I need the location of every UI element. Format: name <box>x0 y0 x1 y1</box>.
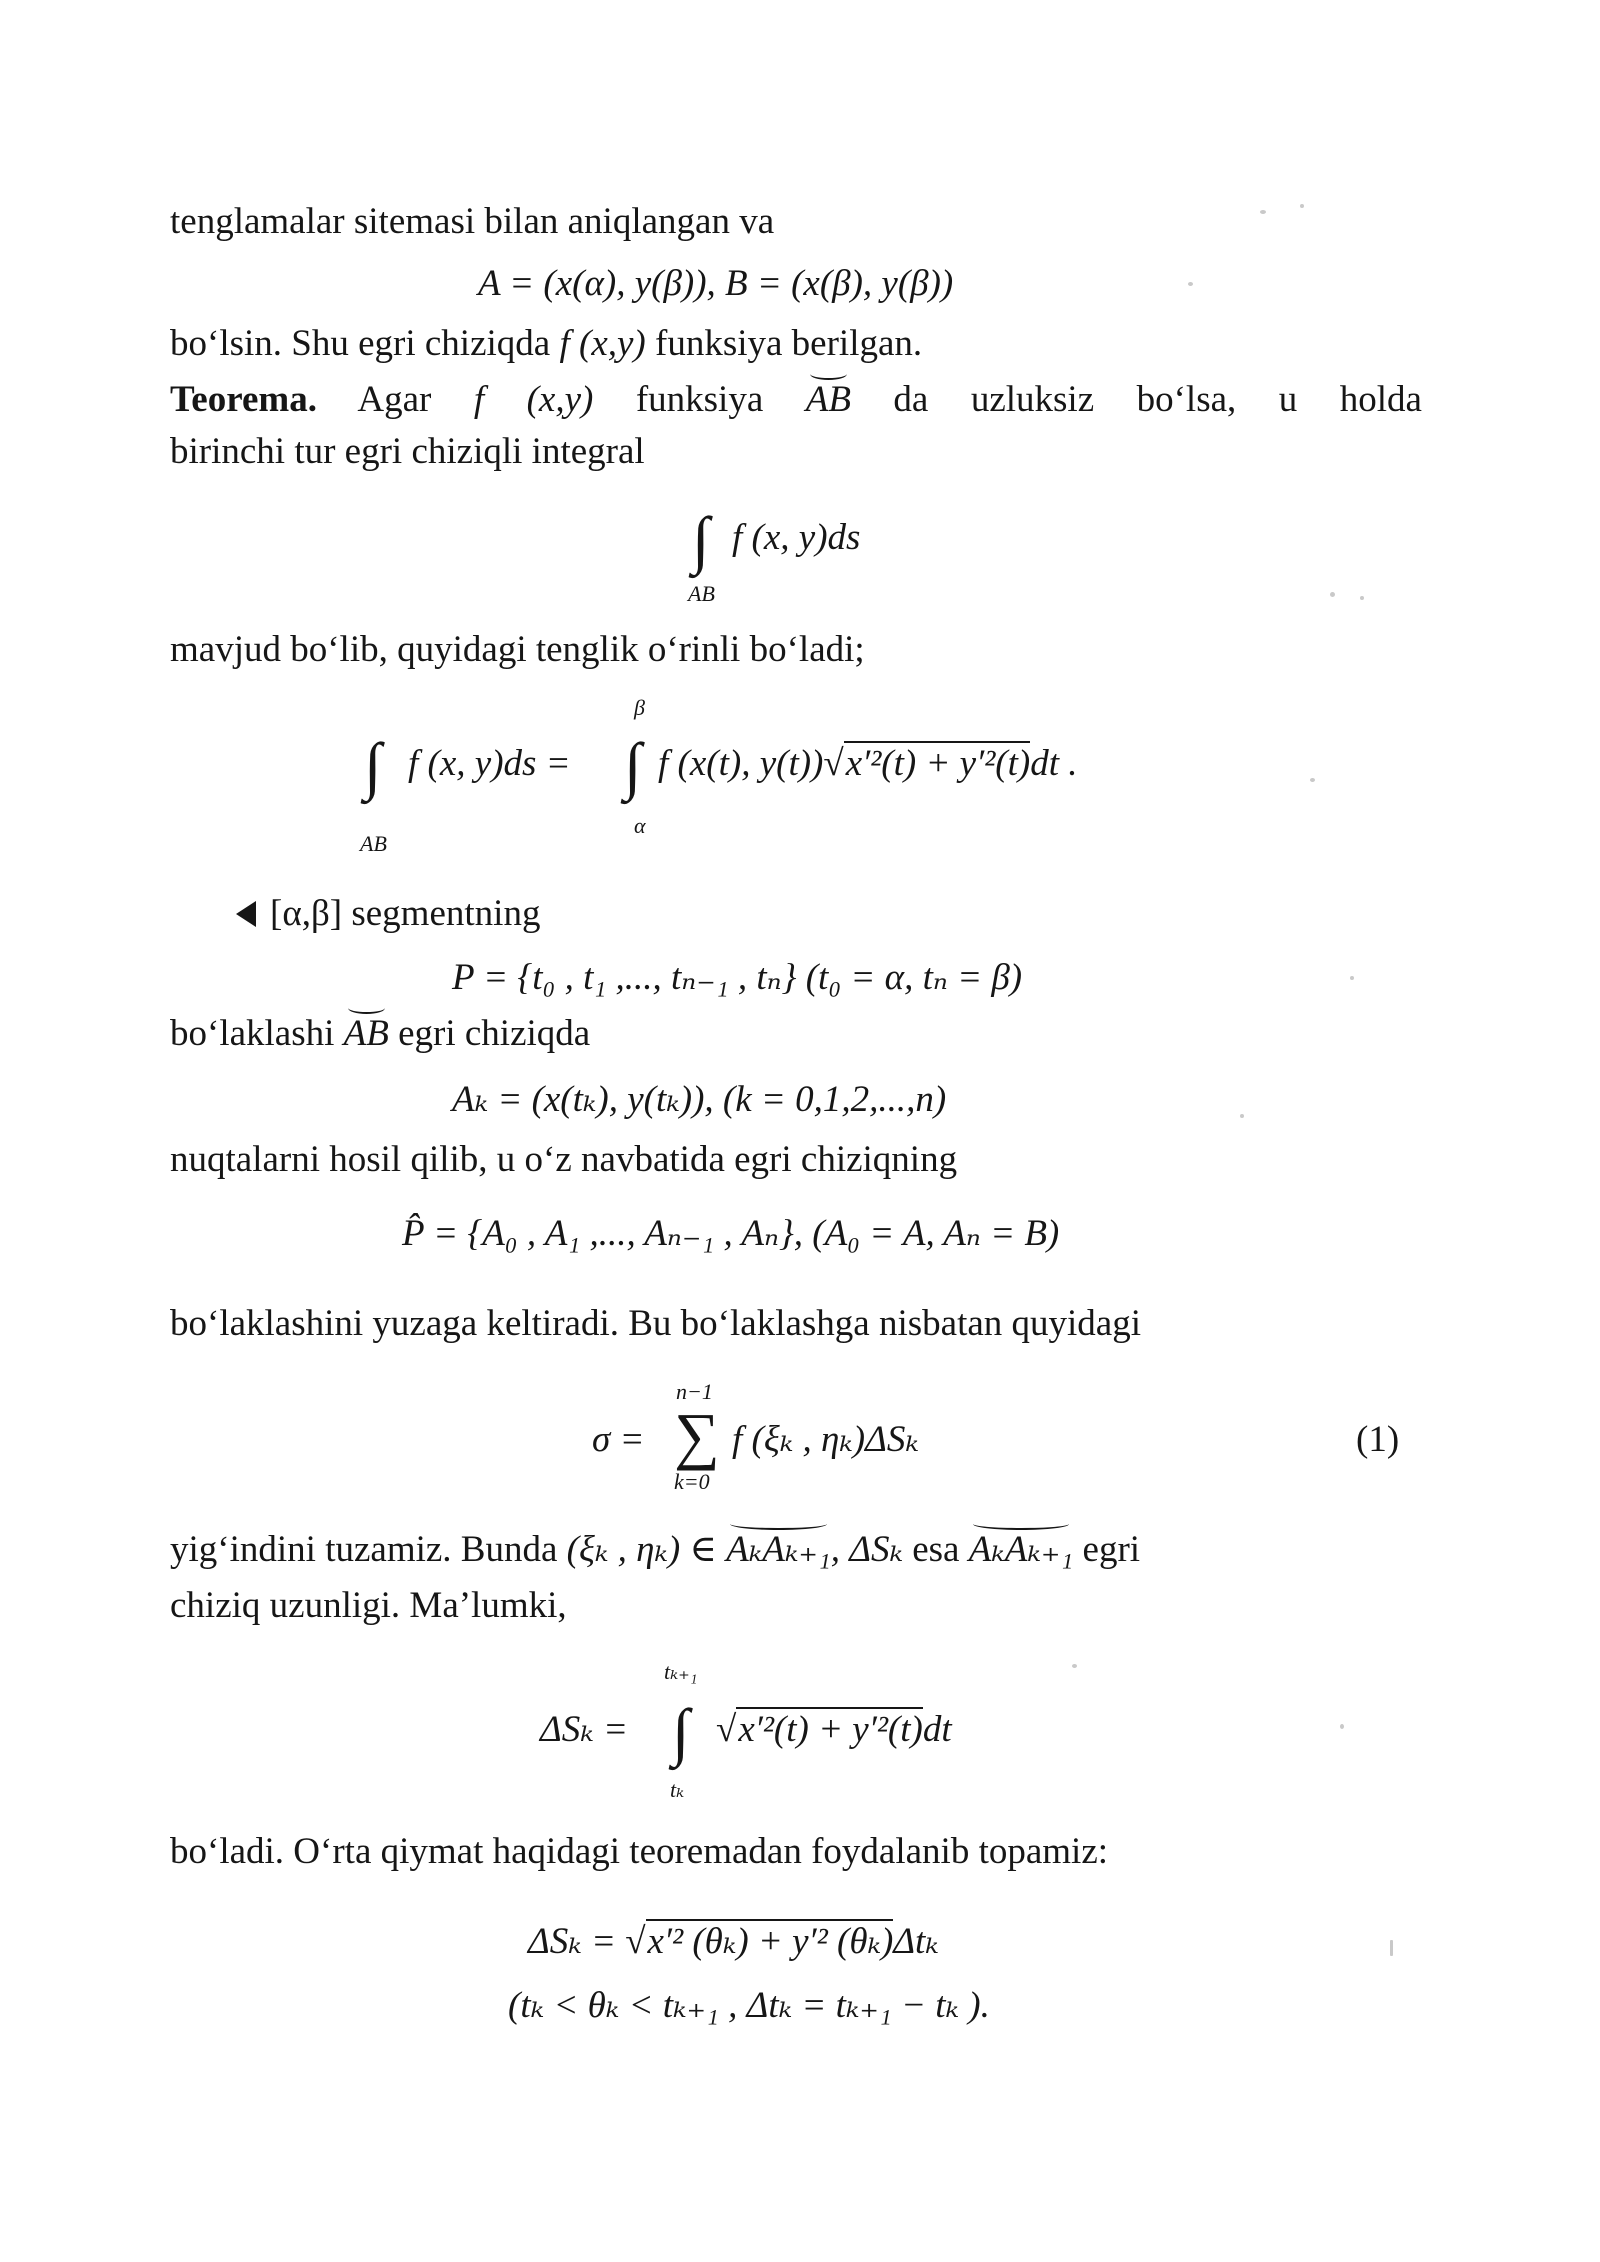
integral-sign-lhs: ∫ <box>364 730 382 801</box>
text-exists-line: mavjud bo‘lib, quyidagi tenglik o‘rinli bo‘ladi; <box>170 629 865 670</box>
main-lower-limit: α <box>634 813 646 838</box>
scan-speck <box>1188 282 1193 286</box>
integral-integrand: f (x, y)ds <box>732 517 861 558</box>
arc-AB: AB <box>805 379 851 420</box>
equation-A-B: A = (x(α), y(β)), B = (x(β), y(β)) <box>478 263 954 304</box>
scan-speck <box>1340 1724 1344 1729</box>
scan-speck <box>1072 1664 1077 1668</box>
integral-sign: ∫ <box>692 504 710 575</box>
scan-speck <box>1300 204 1304 208</box>
dS-integral-sign: ∫ <box>672 1696 690 1767</box>
dS-lhs: ΔSₖ = <box>540 1709 628 1750</box>
points-line: nuqtalarni hosil qilib, u o‘z navbatida egri chiziqning <box>170 1139 958 1180</box>
partition-P: P = {t₀ , t₁ ,..., tₙ₋₁ , tₙ} (t₀ = α, tₙ = β) <box>452 957 1023 998</box>
dS-lower: tₖ <box>670 1777 685 1802</box>
integral-sign-rhs: ∫ <box>624 730 642 801</box>
mean-value-condition: (tₖ < θₖ < tₖ₊₁ , Δtₖ = tₖ₊₁ − tₖ ). <box>508 1985 990 2026</box>
scan-speck <box>1240 1114 1244 1118</box>
mean-value-line: bo‘ladi. O‘rta qiymat haqidagi teoremadan foydalanib topamiz: <box>170 1831 1109 1872</box>
sigma-lower: k=0 <box>674 1469 710 1494</box>
mean-value-formula: ΔSₖ = √x′² (θₖ) + y′² (θₖ)Δtₖ <box>528 1921 939 1962</box>
theorem-line-2: birinchi tur egri chiziqli integral <box>170 431 645 472</box>
integral-subscript: AB <box>688 581 715 606</box>
scan-speck <box>1330 592 1335 597</box>
sigma-sign: ∑ <box>674 1400 720 1471</box>
points-Ak: Aₖ = (x(tₖ), y(tₖ)), (k = 0,1,2,...,n) <box>452 1079 947 1120</box>
theorem-line-1: Teorema. Agar f (x,y) funksiya AB da uzluksiz bo‘lsa, u holda <box>170 379 1422 420</box>
scan-speck <box>1360 596 1364 600</box>
equation-number: (1) <box>1356 1419 1400 1460</box>
scan-speck <box>1350 976 1354 980</box>
dS-rhs: √x′²(t) + y′²(t)dt <box>716 1709 952 1750</box>
theorem-label: Teorema. <box>170 379 317 420</box>
known-line: chiziq uzunligi. Ma’lumki, <box>170 1585 567 1626</box>
main-rhs: f (x(t), y(t))√x′²(t) + y′²(t)dt . <box>658 743 1078 784</box>
sigma-upper: n−1 <box>676 1379 713 1404</box>
sigma-rhs: f (ξₖ , ηₖ)ΔSₖ <box>732 1419 919 1460</box>
scan-speck <box>1260 210 1266 214</box>
main-upper-limit: β <box>634 695 645 720</box>
sigma-lhs: σ = <box>592 1419 645 1460</box>
scan-speck <box>1310 778 1315 782</box>
partition-Ptilde: P̂ = {A₀ , A₁ ,..., Aₙ₋₁ , Aₙ}, (A₀ = A, Aₙ = B) <box>402 1213 1060 1254</box>
proof-start-icon <box>236 901 256 927</box>
partition-line: bo‘laklashi AB egri chiziqda <box>170 1013 591 1054</box>
text-line-1: tenglamalar sitemasi bilan aniqlangan va <box>170 201 775 242</box>
creates-line: bo‘laklashini yuzaga keltiradi. Bu bo‘laklashga nisbatan quyidagi <box>170 1303 1141 1344</box>
dS-upper: tₖ₊₁ <box>664 1659 698 1684</box>
segment-line: [α,β] segmentning <box>236 892 540 936</box>
integral-lhs-subscript: AB <box>360 831 387 856</box>
main-lhs: f (x, y)ds = <box>408 743 571 784</box>
sum-line: yig‘indini tuzamiz. Bunda (ξₖ , ηₖ) ∈ AₖAₖ₊₁, ΔSₖ esa AₖAₖ₊₁ egri <box>170 1529 1141 1570</box>
text-line-2: bo‘lsin. Shu egri chiziqda f (x,y) funksiya berilgan. <box>170 323 923 364</box>
scan-speck <box>1390 1940 1393 1956</box>
